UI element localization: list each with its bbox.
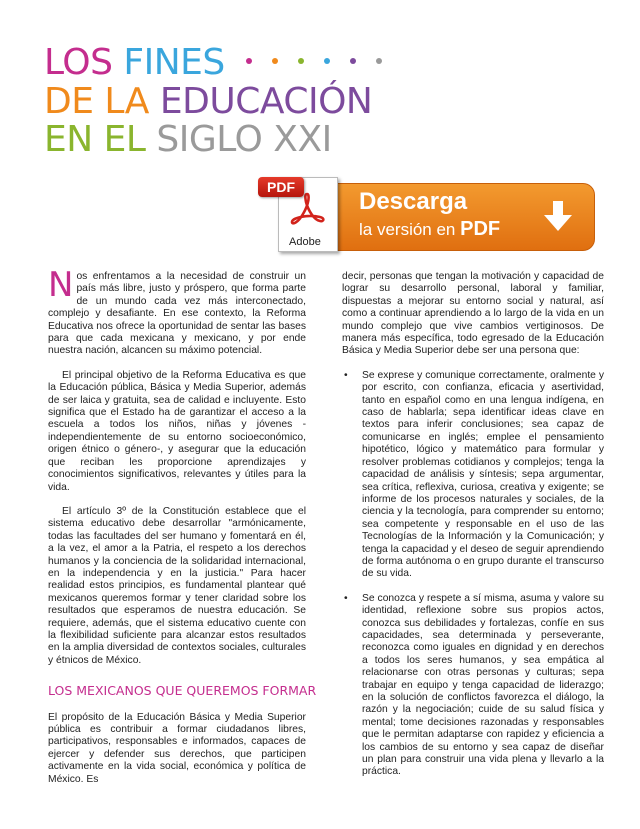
paragraph-purpose: El propósito de la Educación Básica y Media Superior pública es contribuir a formar ciudadanos libres, participativos, responsables e informados, capaces de ejercer y defender sus derechos, que participen activamente en la vida social, económica y política de México. Es: [48, 711, 306, 785]
dot-5: [350, 58, 356, 64]
right-column: [342, 271, 604, 791]
download-sublabel-text: la versión en: [359, 220, 461, 239]
title-word-fines: FINES: [123, 42, 225, 83]
title-line-2: [44, 83, 402, 121]
pdf-tag: PDF: [258, 177, 304, 197]
list-item-text: Se exprese y comunique correctamente, oralmente y por escrito, con confianza, eficacia y asertividad, tanto en español como en una lengua indígena, en caso de hablarla; sepa identificar ideas clave en textos para inferir conclusiones; sea capaz de comunicarse en inglés; emplee el pensamiento hipotético, lógico y matemático para formular y resolver problemas cotidianos y complejos; tenga la capacidad de análisis y síntesis; sepa argumentar, sea crítica, reflexiva, curiosa, creativa y exigente; se informe de los procesos naturales y sociales, de la ciencia y la tecnología, para comprender su entorno; sea competente y responsable en el uso de las Tecnologías de la Información y la Comunicación; y tenga la capacidad y el deseo de seguir aprendiendo de forma autónoma o en grupo durante el transcurso de su vida.: [362, 369, 604, 580]
title-line-3: [44, 121, 402, 159]
adobe-label: Adobe: [289, 236, 321, 248]
list-item: [342, 370, 604, 581]
download-sublabel: [359, 218, 500, 241]
intro-paragraph: [48, 265, 306, 358]
dot-2: [272, 58, 278, 64]
title-word-de-la: DE LA: [44, 81, 149, 122]
title-line-1: [44, 44, 402, 83]
profile-list: [342, 370, 604, 779]
paragraph-objective: El principal objetivo de la Reforma Educativa es que la Educación pública, Básica y Media Superior, además de ser laica y gratuita, sea de calidad e incluyente. Esto significa que el Estado ha de garantizar el acceso a la escuela a todos los niños, niñas y jóvenes -independientemente de su entorno socioeconómico, origen étnico o género-, y asegurar que la educación que reciban les proporcione aprendizajes y conocimientos significativos, relevantes y útiles para la vida.: [48, 369, 306, 493]
title-word-en-el: EN EL: [44, 119, 146, 160]
dot-1: [246, 58, 252, 64]
list-item-text: Se conozca y respete a sí misma, asuma y valore su identidad, reflexione sobre sus propios actos, conozca sus debilidades y fortalezas, confíe en sus capacidades, sea determinada y perseverante, reconozca como iguales en dignidad y en derechos a todos los seres humanos, y sea empática al relacionarse con otras personas y culturas; sepa trabajar en equipo y tenga capacidad de liderazgo; en la solución de conflictos favorezca el diálogo, la razón y la negociación; cuide de su salud física y mental; tome decisiones razonadas y responsables que le permitan adaptarse con rapidez y eficiencia a los cambios de su entorno y sea capaz de diseñar un plan para construir una vida plena y llevarlo a la práctica.: [362, 592, 604, 778]
decorative-dots: [246, 45, 402, 83]
download-arrow-icon: [540, 198, 576, 234]
title-word-educacion: EDUCACIÓN: [159, 81, 373, 122]
paragraph-continuation: decir, personas que tengan la motivación y capacidad de lograr su desarrollo personal, laboral y familiar, dispuestas a mejorar su entorno social y natural, así como a continuar aprendiendo a lo largo de la vida en un mundo complejo que vive cambios vertiginosos. De manera más específica, todo egresado de la Educación Básica y Media Superior debe ser una persona que:: [342, 271, 604, 357]
paragraph-article-3: El artículo 3º de la Constitución establece que el sistema educativo debe desarrollar "armónicamente, todas las facultades del ser humano y fomentará en él, a la vez, el amor a la Patria, el respeto a los derechos humanos y la conciencia de la solidaridad internacional, en la independencia y en la justicia." Para hacer realidad estos principios, es fundamental plantear qué mexicanos queremos formar y tener claridad sobre los resultados que esperamos de nuestra educación. Se requiere, además, que el sistema educativo cuente con la flexibilidad suficiente para alcanzar estos resultados en la amplia diversidad de contextos sociales, culturales y étnicos de México.: [48, 505, 306, 666]
left-column: [48, 265, 317, 798]
download-sublabel-bold: PDF: [460, 218, 501, 240]
download-bar[interactable]: [326, 183, 595, 251]
intro-text: os enfrentamos a la necesidad de construir un país más libre, justo y próspero, que forma parte de un mundo cada vez más interconectado, complejo y desafiante. En ese contexto, la Reforma Educativa nos ofrece la oportunidad de sentar las bases para que cada mexicana y mexicano, y por ende nuestra nación, alcancen su máximo potencial.: [48, 271, 306, 357]
dot-4: [324, 58, 330, 64]
bullet: •: [344, 369, 348, 381]
download-label: Descarga: [359, 188, 468, 215]
bullet: •: [344, 592, 348, 604]
section-heading: LOS MEXICANOS QUE QUEREMOS FORMAR: [48, 683, 317, 699]
dot-6: [376, 58, 382, 64]
document-title: [44, 44, 402, 159]
dot-3: [298, 58, 304, 64]
dropcap: N: [48, 265, 74, 305]
title-word-los: LOS: [44, 42, 113, 83]
title-word-siglo: SIGLO XXI: [156, 119, 332, 160]
list-item: [342, 593, 604, 779]
download-pdf-button[interactable]: [258, 177, 593, 250]
